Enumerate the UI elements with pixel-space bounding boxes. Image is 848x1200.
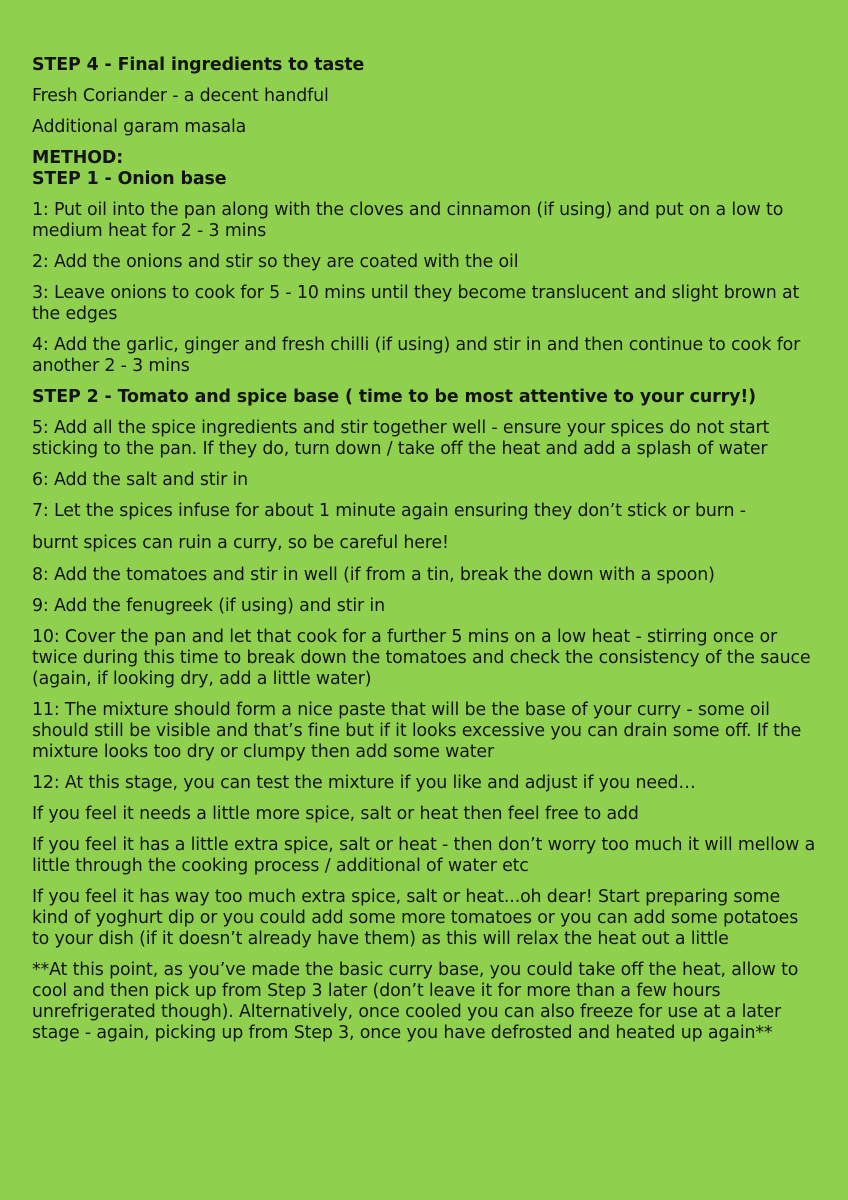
method-step-7: 7: Let the spices infuse for about 1 minute again ensuring they don’t stick or burn - [32,501,746,521]
method-step-3: 3: Leave onions to cook for 5 - 10 mins until they become translucent and slight brown at the edges [32,283,800,324]
method-step-9: 9: Add the fenugreek (if using) and stir in [32,596,385,616]
step1-heading: STEP 1 - Onion base [32,169,227,189]
ingredient-garam-masala: Additional garam masala [32,117,247,137]
method-heading-block [32,148,820,190]
method-step-4: 4: Add the garlic, ginger and fresh chilli (if using) and stir in and then continue to cook for another 2 - 3 mins [32,335,801,376]
tip-more-spice: If you feel it needs a little more spice, salt or heat then feel free to add [32,804,639,824]
method-step-6: 6: Add the salt and stir in [32,470,249,490]
note-curry-base: **At this point, as you’ve made the basic curry base, you could take off the heat, allow to cool and then pick up from Step 3 later (don’t leave it for more than a few hours unrefrigerated though). Alternatively, once cooled you can also freeze for use at a later stage - again, picking up from Step 3, once you have defrosted and heated up again** [32,960,799,1043]
method-step-7-continued: burnt spices can ruin a curry, so be careful here! [32,533,449,553]
method-heading: METHOD: [32,148,124,168]
method-step-10: 10: Cover the pan and let that cook for a further 5 mins on a low heat - stirring once or twice during this time to break down the tomatoes and check the consistency of the sauce (again, if looking dry, add a little water) [32,627,811,689]
tip-too-much-spice: If you feel it has way too much extra spice, salt or heat...oh dear! Start preparing some kind of yoghurt dip or you could add some more tomatoes or you can add some potatoes to your dish (if it doesn’t already have them) as this will relax the heat out a little [32,887,799,949]
method-step-2: 2: Add the onions and stir so they are coated with the oil [32,252,519,272]
ingredient-coriander: Fresh Coriander - a decent handful [32,86,329,106]
method-step-11: 11: The mixture should form a nice paste that will be the base of your curry - some oil should still be visible and that’s fine but if it looks excessive you can drain some off. If the mixture looks too dry or clumpy then add some water [32,700,802,762]
step4-heading: STEP 4 - Final ingredients to taste [32,55,365,75]
step2-heading: STEP 2 - Tomato and spice base ( time to be most attentive to your curry!) [32,387,756,407]
method-step-5: 5: Add all the spice ingredients and stir together well - ensure your spices do not start sticking to the pan. If they do, turn down / take off the heat and add a splash of water [32,418,770,459]
method-step-8: 8: Add the tomatoes and stir in well (if from a tin, break the down with a spoon) [32,565,715,585]
tip-extra-spice: If you feel it has a little extra spice, salt or heat - then don’t worry too much it will mellow a little through the cooking process / additional of water etc [32,835,816,876]
method-step-12: 12: At this stage, you can test the mixture if you like and adjust if you need… [32,773,696,793]
method-step-1: 1: Put oil into the pan along with the cloves and cinnamon (if using) and put on a low to medium heat for 2 - 3 mins [32,200,784,241]
